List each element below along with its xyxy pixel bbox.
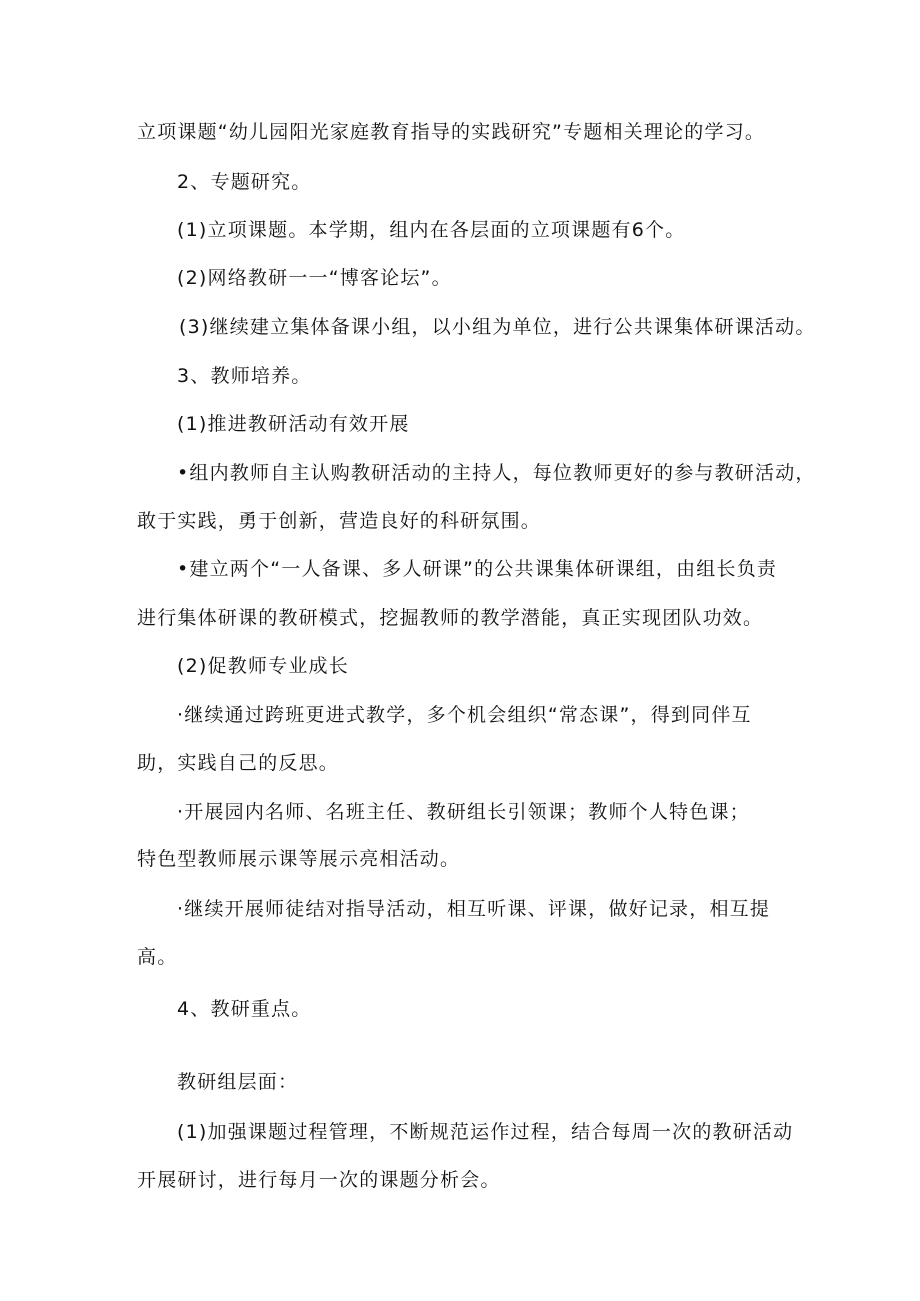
paragraph-line: 助，实践自己的反思。 xyxy=(137,752,340,774)
section-heading: 3、教师培养。 xyxy=(177,365,312,387)
section-heading: 2、专题研究。 xyxy=(177,171,312,193)
paragraph-line: 立项课题“幼儿园阳光家庭教育指导的实践研究”专题相关理论的学习。 xyxy=(137,121,766,143)
section-heading: 4、教研重点。 xyxy=(177,998,312,1020)
paragraph-line: 高。 xyxy=(137,946,178,968)
paragraph-line: 进行集体研课的教研模式，挖掘教师的教学潜能，真正实现团队功效。 xyxy=(137,607,764,629)
paragraph-line: 开展研讨，进行每月一次的课题分析会。 xyxy=(137,1169,501,1191)
bullet-line: •组内教师自主认购教研活动的主持人，每位教师更好的参与教研活动， xyxy=(177,462,816,484)
paragraph-line: (1)加强课题过程管理，不断规范运作过程，结合每周一次的教研活动 xyxy=(177,1121,794,1143)
subsection-heading: (1)推进教研活动有效开展 xyxy=(177,413,410,435)
subsection-heading: 教研组层面： xyxy=(177,1071,299,1093)
bullet-line: ·继续通过跨班更进式教学，多个机会组织“常态课”，得到同伴互 xyxy=(177,704,752,726)
paragraph-line: 特色型教师展示课等展示亮相活动。 xyxy=(137,848,461,870)
subsection-heading: (2)促教师专业成长 xyxy=(177,655,349,677)
bullet-line: ·继续开展师徒结对指导活动，相互听课、评课，做好记录，相互提 xyxy=(177,898,771,920)
paragraph-line: (1)立项课题。本学期，组内在各层面的立项课题有6个。 xyxy=(177,219,686,241)
bullet-line: ·开展园内名师、名班主任、教研组长引领课；教师个人特色课； xyxy=(177,801,750,823)
paragraph-line: 敢于实践，勇于创新，营造良好的科研氛围。 xyxy=(137,510,542,532)
paragraph-line: (2)网络教研一一“博客论坛”。 xyxy=(177,267,452,289)
paragraph-line: (3)继续建立集体备课小组，以小组为单位，进行公共课集体研课活动。 xyxy=(179,316,816,338)
bullet-line: •建立两个“一人备课、多人研课”的公共课集体研课组，由组长负责 xyxy=(177,558,778,580)
